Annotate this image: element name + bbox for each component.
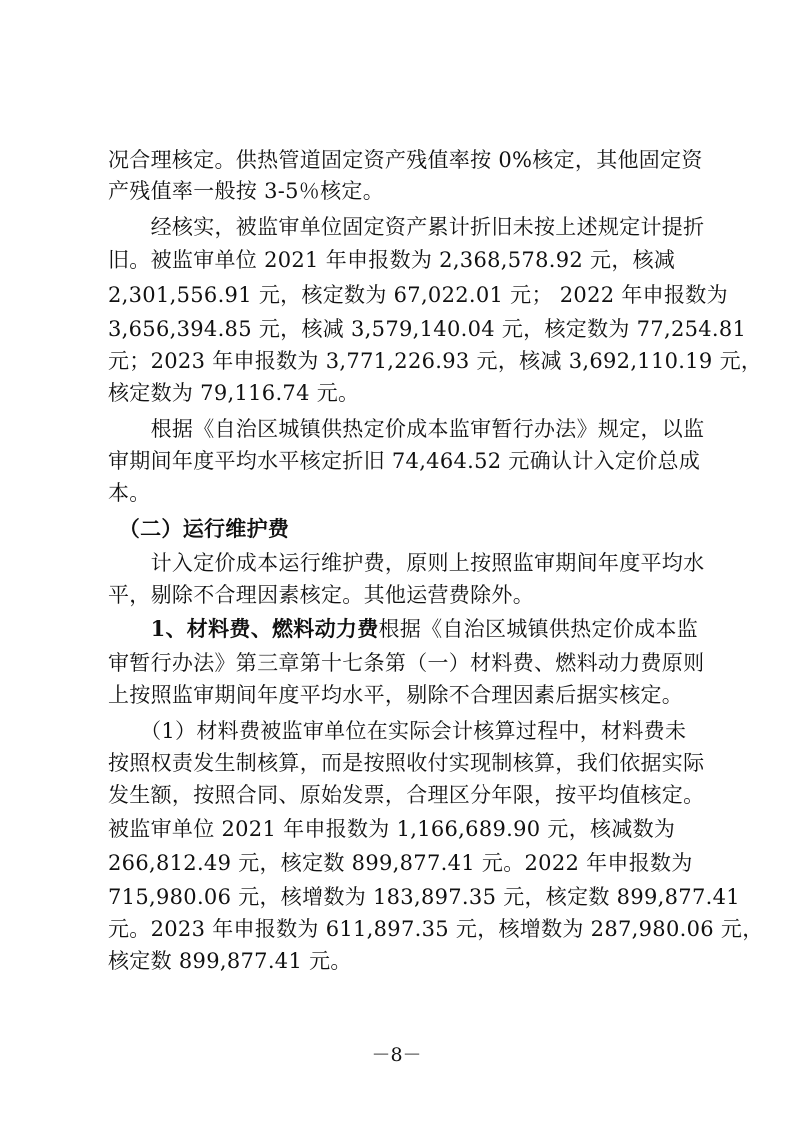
body-line: 况合理核定。供热管道固定资产残值率按 0%核定，其他固定资 [108, 148, 703, 172]
body-line: 核定数为 79,116.74 元。 [108, 381, 360, 405]
section-heading: （二）运行维护费 [108, 516, 290, 541]
body-line: 元；2023 年申报数为 3,771,226.93 元，核减 3,692,110.19 元， [108, 349, 763, 373]
subsection-text: 根据《自治区城镇供热定价成本监 [378, 617, 699, 641]
body-line: 发生额，按照合同、原始发票，合理区分年限，按平均值核定。 [108, 783, 705, 807]
body-line: 本。 [108, 481, 151, 505]
body-line: 经核实，被监审单位固定资产累计折旧未按上述规定计提折 [108, 215, 705, 239]
body-line: 266,812.49 元，核定数 899,877.41 元。2022 年申报数为 [108, 851, 693, 875]
subsection-line [108, 614, 698, 644]
subsection-heading: 1、材料费、燃料动力费 [108, 616, 379, 641]
body-line: 被监审单位 2021 年申报数为 1,166,689.90 元，核减数为 [108, 817, 676, 841]
body-line: 2,301,556.91 元，核定数为 67,022.01 元； 2022 年申报数为 [108, 283, 728, 307]
body-line: 上按照监审期间年度平均水平，剔除不合理因素后据实核定。 [108, 683, 684, 707]
page-number: －8－ [371, 1044, 422, 1066]
body-line: （1）材料费被监审单位在实际会计核算过程中，材料费未 [108, 719, 687, 743]
body-line: 按照权责发生制核算，而是按照收付实现制核算，我们依据实际 [108, 751, 705, 775]
body-line: 平，剔除不合理因素核定。其他运营费除外。 [108, 583, 534, 607]
body-line: 根据《自治区城镇供热定价成本监审暂行办法》规定，以监 [108, 417, 705, 441]
body-line: 计入定价成本运行维护费，原则上按照监审期间年度平均水 [108, 551, 705, 575]
body-line: 审期间年度平均水平核定折旧 74,464.52 元确认计入定价总成 [108, 449, 701, 473]
body-line: 元。2023 年申报数为 611,897.35 元，核增数为 287,980.06 元， [108, 917, 764, 941]
body-line: 715,980.06 元，核增数为 183,897.35 元，核定数 899,877.41 [108, 885, 740, 909]
body-line: 审暂行办法》第三章第十七条第（一）材料费、燃料动力费原则 [108, 651, 705, 675]
body-line: 旧。被监审单位 2021 年申报数为 2,368,578.92 元，核减 [108, 248, 676, 272]
body-line: 核定数 899,877.41 元。 [108, 949, 352, 973]
body-line: 产残值率一般按 3-5％核定。 [108, 179, 384, 203]
body-line: 3,656,394.85 元，核减 3,579,140.04 元，核定数为 77,254.81 [108, 317, 747, 341]
